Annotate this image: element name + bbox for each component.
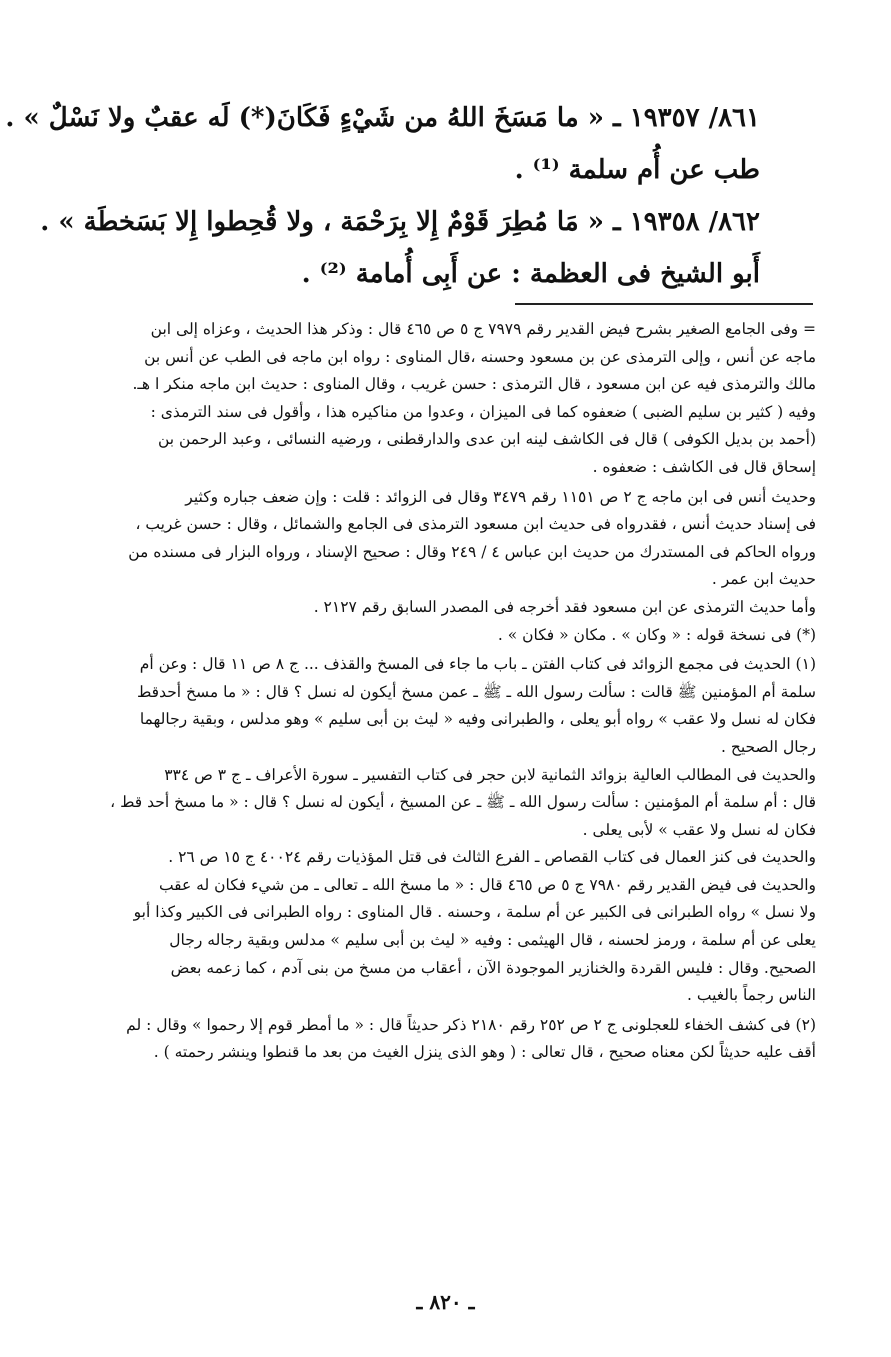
footnote-line: فكان له نسل ولا عقب » لأبى يعلى . [582, 820, 816, 839]
footnote-line: = وفى الجامع الصغير بشرح فيض القدير رقم ٧٩٧٩ ج ٥ ص ٤٦٥ قال : وذكر هذا الحديث ، وعزاه إلى ابن [150, 320, 816, 338]
footnote-line: والحديث فى كنز العمال فى كتاب القصاص ـ الفرع الثالث فى قتل المؤذيات رقم ٤٠٠٢٤ ج ١٥ ص ٢٦ . [168, 848, 816, 867]
footnote-line: يعلى عن أم سلمة ، ورمز لحسنه ، قال الهيثمى : وفيه « ليث بن أبى سليم » مدلس وبقية رجاله رجال [169, 931, 816, 950]
footnote-line: قال : أم سلمة أم المؤمنين : سألت رسول الله ـ ﷺ ـ عن المسيخ ، أيكون له نسل ؟ قال : « ما مسخ أحد قط ، [110, 793, 816, 812]
footnote-line: ماجه عن أنس ، وإلى الترمذى عن بن مسعود وحسنه ،قال المناوى : رواه ابن ماجه فى الطب عن أنس بن [144, 347, 816, 366]
hadith-861: ٨٦١/ ١٩٣٥٧ ـ « ما مَسَخَ اللهُ من شَيْءٍ فَكَانَ(*) لَه عقبٌ ولا نَسْلٌ » . [5, 103, 760, 133]
hadith-862: ٨٦٢/ ١٩٣٥٨ ـ « مَا مُطِرَ قَوْمٌ إِلا بِرَحْمَة ، ولا قُحِطوا إِلا بَسَخطَة » . [40, 207, 760, 237]
footnote-line: فكان له نسل ولا عقب » رواه أبو يعلى ، والطبرانى وفيه « ليث بن أبى سليم » وهو مدلس ، وبقية رجالهما [139, 710, 816, 729]
footnote-line: مالك والترمذى فيه عن ابن مسعود ، قال الترمذى : حسن غريب ، وقال المناوى : حديث ابن ماجه منكر ا هـ. [132, 375, 816, 394]
footnote-1: (١) الحديث فى مجمع الزوائد فى كتاب الفتن ـ باب ما جاء فى المسخ والقذف ... ج ٨ ص ١١ قال : وعن أم [139, 655, 816, 674]
footnote-line: الصحيح. وقال : فليس القردة والخنازير الموجودة الآن ، أعقاب من مسخ من بنى آدم ، كما زعمه بعض [170, 958, 816, 977]
page-number: ـ ٨٢٠ ـ [416, 1290, 475, 1314]
footnote-line: حديث ابن عمر . [711, 570, 816, 589]
footnote-line: (أحمد بن بديل الكوفى ) قال فى الكاشف لينه ابن عدى والدارقطنى ، ورضيه النسائى ، وعبد الرحمن بن [157, 430, 816, 449]
footnotes [38, 316, 816, 1067]
footnote-line: ولا نسل » رواه الطبرانى فى الكبير عن أم سلمة ، وحسنه . قال المناوى : رواه الطبرانى فى الكبير وكذا أبو [133, 903, 816, 922]
footnote-line: الناس رجماً بالغيب . [687, 986, 816, 1005]
footnote-line: رجال الصحيح . [721, 737, 816, 756]
footnote-star: (*) فى نسخة قوله : « وكان » . مكان « فكان » . [497, 625, 816, 644]
hadith-862-source: أَبو الشيخ فى العظمة : عن أَبِى أُمامة ⁽²⁾ . [301, 259, 760, 289]
footnote-line: إسحاق قال فى الكاشف : ضعفوه . [592, 457, 816, 476]
footnote-2: (٢) فى كشف الخفاء للعجلونى ج ٢ ص ٢٥٢ رقم ٢١٨٠ ذكر حديثاً قال : « ما أمطر قوم إلا رحموا » وقال : لم [126, 1015, 816, 1034]
hadith-861-source: طب عن أُم سلمة ⁽¹⁾ . [514, 155, 760, 185]
footnote-separator [515, 303, 813, 305]
footnote-line: والحديث فى فيض القدير رقم ٧٩٨٠ ج ٥ ص ٤٦٥ قال : « ما مسخ الله ـ تعالى ـ من شيء فكان له عقب [158, 875, 816, 894]
footnote-line: وحديث أنس فى ابن ماجه ج ٢ ص ١١٥١ رقم ٣٤٧٩ وقال فى الزوائد : قلت : وإن ضعف جباره وكثير [185, 487, 816, 506]
footnote-line: والحديث فى المطالب العالية بزوائد الثمانية لابن حجر فى كتاب التفسير ـ سورة الأعراف ـ ج ٣ ص ٣٣٤ [164, 765, 816, 784]
footnote-line: ورواه الحاكم فى المستدرك من حديث ابن عباس ٤ / ٢٤٩ وقال : صحيح الإسناد ، ورواه البزار فى مسنده من [128, 542, 816, 561]
footnote-line: أقف عليه حديثاً لكن معناه صحيح ، قال تعالى : ( وهو الذى ينزل الغيث من بعد ما قنطوا وينشر رحمته ) . [153, 1043, 816, 1062]
footnote-line: وأما حديث الترمذى عن ابن مسعود فقد أخرجه فى المصدر السابق رقم ٢١٢٧ . [313, 597, 816, 616]
footnote-line: وفيه ( كثير بن سليم الضبى ) ضعفوه كما فى الميزان ، وعدوا من مناكيره هذا ، وأقول فى سند الترمذى : [150, 402, 816, 421]
main-text [5, 92, 760, 300]
footnote-line: فى إسناد حديث أنس ، فقدرواه فى حديث ابن مسعود الترمذى فى الجامع والشمائل ، وقال : حسن غريب ، [135, 515, 816, 534]
footnote-line: سلمة أم المؤمنين ﷺ قالت : سألت رسول الله ـ ﷺ ـ عمن مسخ أيكون له نسل ؟ قال : « ما مسخ أحدقط [136, 682, 816, 701]
